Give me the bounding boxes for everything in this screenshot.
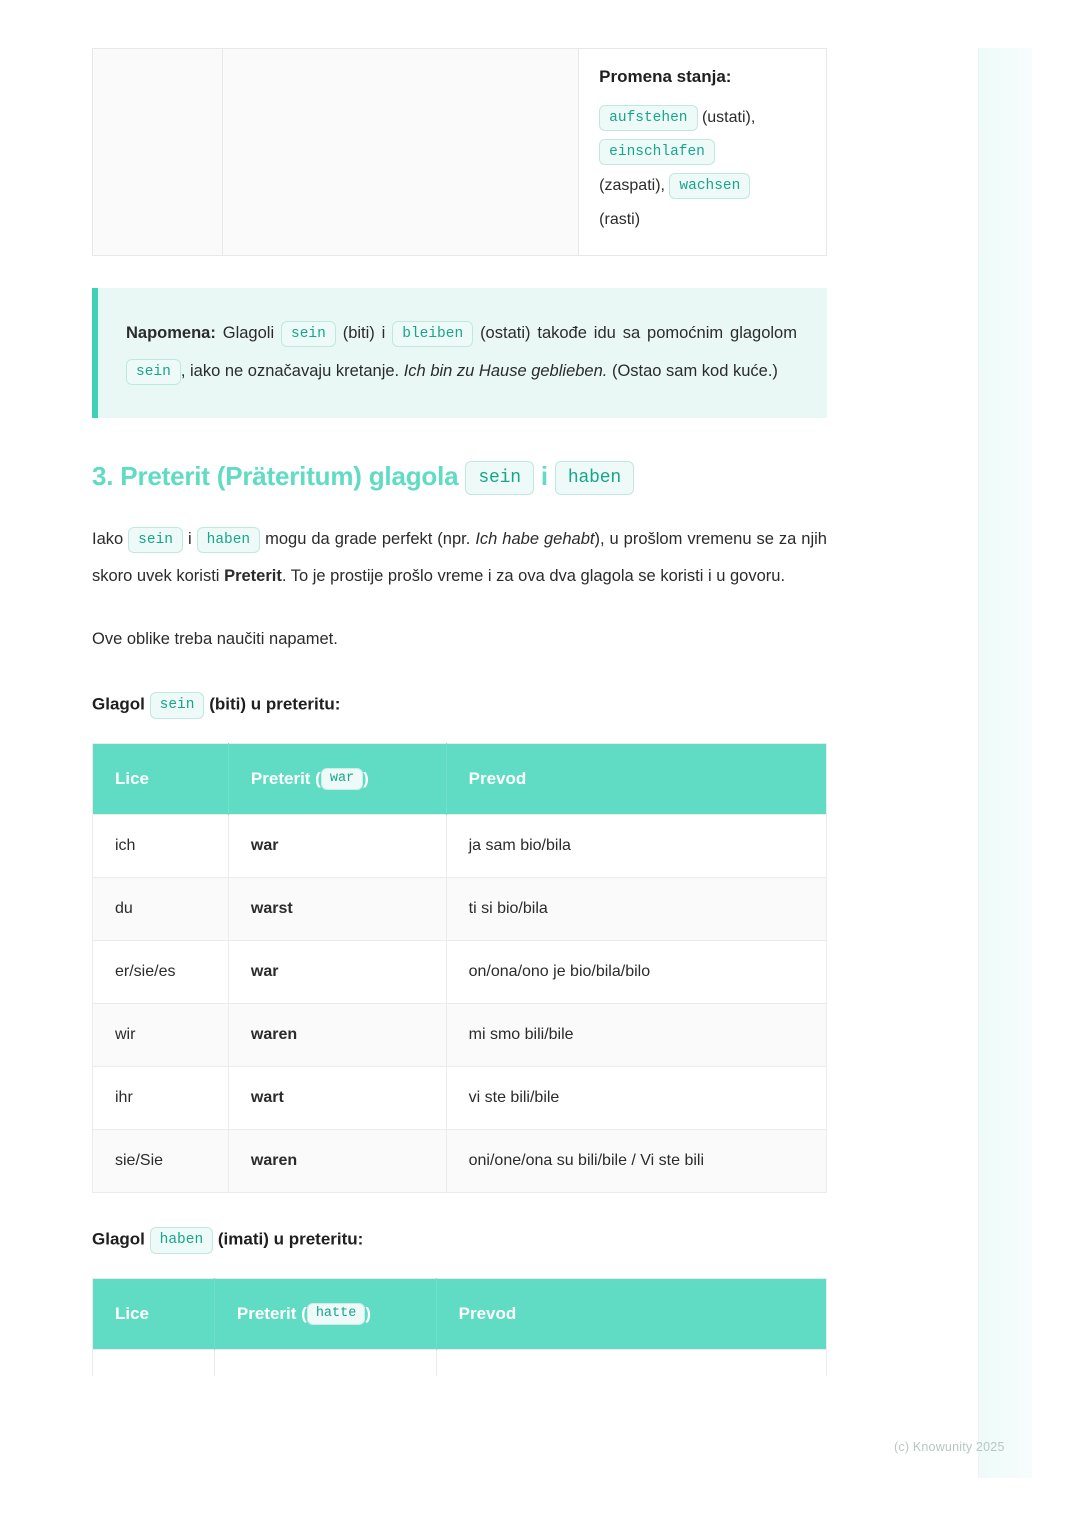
table-row (93, 878, 827, 941)
haben-table-label (92, 1227, 827, 1253)
haben-preterit-table-clipped (92, 1278, 827, 1376)
table-row (93, 1067, 827, 1130)
cell-form: war (228, 815, 446, 878)
haben-label-pre: Glagol (92, 1229, 145, 1249)
table-cell-promena-stanja (579, 49, 827, 256)
cell-prevod: mi smo bili/bile (446, 1004, 826, 1067)
table-row (93, 941, 827, 1004)
column-header-lice: Lice (93, 743, 229, 815)
table-row (93, 815, 827, 878)
cell-form: war (228, 941, 446, 1004)
cell-prevod: oni/one/ona su bili/bile / Vi ste bili (446, 1130, 826, 1193)
p1-bold-preterit: Preterit (224, 567, 282, 586)
sein-table-label (92, 692, 827, 718)
cell-prevod (436, 1350, 826, 1376)
gloss-ustati: (ustati), (701, 109, 756, 126)
code-chip-haben-p1: haben (197, 527, 261, 553)
code-chip-wachsen: wachsen (669, 173, 750, 199)
p1-t5: . To je prostije prošlo vreme i za ova dva glagola se koristi i u govoru. (281, 567, 786, 586)
gloss-zaspati: (zaspati), (599, 177, 665, 194)
cell-prevod: vi ste bili/bile (446, 1067, 826, 1130)
cell-title: Promena stanja: (599, 67, 732, 86)
cell-form: waren (228, 1130, 446, 1193)
document-content (92, 48, 827, 1376)
sein-label-post: (biti) u preteritu: (209, 694, 341, 714)
cell-lice: er/sie/es (93, 941, 229, 1004)
cell-form (214, 1350, 436, 1376)
cell-lice: du (93, 878, 229, 941)
column-header-lice: Lice (93, 1278, 215, 1350)
code-chip-sein-2: sein (126, 359, 181, 385)
section-title-text: 3. Preterit (Präteritum) glagola (92, 461, 459, 491)
section-conjunction: i (540, 461, 548, 491)
verbs-category-table (92, 48, 827, 256)
p1-t4: ), u prošlom vremenu se za njih skoro uvek koristi (92, 530, 827, 586)
header-preterit-post: ) (363, 768, 369, 788)
table-header-row (93, 743, 827, 815)
sein-label-pre: Glagol (92, 694, 145, 714)
cell-lice: wir (93, 1004, 229, 1067)
cell-body (599, 101, 806, 237)
table-row (93, 1130, 827, 1193)
page-side-band (978, 48, 1032, 1478)
code-chip-sein-label: sein (150, 692, 205, 718)
cell-lice (93, 1350, 215, 1376)
paragraph-intro (92, 521, 827, 595)
haben-label-post: (imati) u preteritu: (217, 1229, 364, 1249)
code-chip-einschlafen: einschlafen (599, 139, 715, 165)
column-header-preterit (214, 1278, 436, 1350)
note-label: Napomena: (126, 324, 216, 342)
note-callout (92, 288, 827, 418)
p1-example-italic: Ich habe gehabt (475, 530, 595, 549)
p1-t2: i (187, 530, 192, 549)
table-cell-empty-1 (93, 49, 223, 256)
cell-prevod: ti si bio/bila (446, 878, 826, 941)
gloss-rasti: (rasti) (599, 211, 641, 228)
code-chip-haben-heading: haben (555, 461, 634, 496)
cell-prevod: on/ona/ono je bio/bila/bilo (446, 941, 826, 1004)
code-chip-war: war (321, 768, 363, 791)
code-chip-aufstehen: aufstehen (599, 105, 697, 131)
note-t2: (biti) i (342, 324, 386, 342)
note-example-italic: Ich bin zu Hause geblieben. (403, 362, 608, 380)
table-row (93, 1004, 827, 1067)
code-chip-bleiben: bleiben (392, 321, 473, 347)
paragraph-learn-by-heart: Ove oblike treba naučiti napamet. (92, 630, 338, 649)
cell-lice: ihr (93, 1067, 229, 1130)
header-preterit-post: ) (365, 1303, 371, 1323)
code-chip-sein-1: sein (281, 321, 336, 347)
note-t1: Glagoli (222, 324, 275, 342)
column-header-prevod: Prevod (446, 743, 826, 815)
haben-preterit-table (92, 1278, 827, 1376)
table-row (93, 49, 827, 256)
cell-form: warst (228, 878, 446, 941)
page-title (92, 460, 827, 495)
p1-t1: Iako (92, 530, 124, 549)
p1-t3: mogu da grade perfekt (npr. (265, 530, 471, 549)
cell-prevod: ja sam bio/bila (446, 815, 826, 878)
note-text (126, 314, 797, 390)
header-preterit-pre: Preterit ( (250, 768, 321, 788)
table-header-row (93, 1278, 827, 1350)
code-chip-sein-p1: sein (128, 527, 183, 553)
table-cell-empty-2 (222, 49, 578, 256)
cell-form: waren (228, 1004, 446, 1067)
note-t5: (Ostao sam kod kuće.) (611, 362, 778, 380)
note-t4: , iako ne označavaju kretanje. (180, 362, 400, 380)
copyright-credit: (c) Knowunity 2025 (894, 1440, 1005, 1454)
cell-lice: sie/Sie (93, 1130, 229, 1193)
code-chip-haben-label: haben (150, 1227, 214, 1253)
table-row (93, 1350, 827, 1376)
sein-preterit-table (92, 743, 827, 1194)
cell-form: wart (228, 1067, 446, 1130)
code-chip-sein-heading: sein (465, 461, 533, 496)
note-t3: (ostati) takođe idu sa pomoćnim glagolom (480, 324, 797, 342)
column-header-preterit (228, 743, 446, 815)
code-chip-hatte: hatte (307, 1303, 366, 1326)
cell-lice: ich (93, 815, 229, 878)
column-header-prevod: Prevod (436, 1278, 826, 1350)
header-preterit-pre: Preterit ( (236, 1303, 307, 1323)
